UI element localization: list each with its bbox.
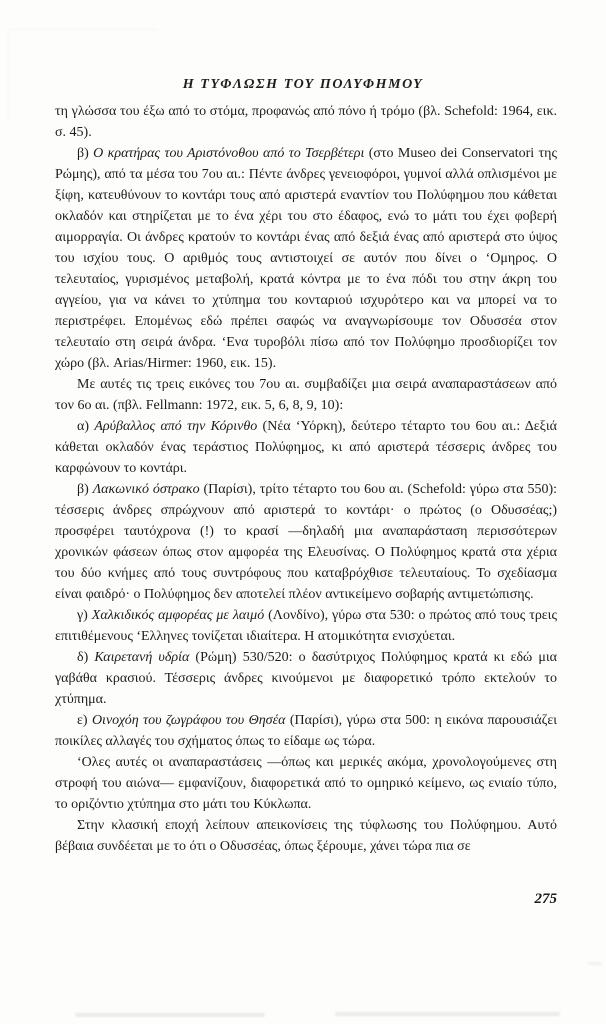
- paragraph: [55, 143, 557, 374]
- body-text: (Λονδίνο), γύρω στα 530: ο πρώτος από τους τρεις επιτιθέμενους ‘Ελληνες τονίζεται ιδιαίτερα. Η ατομικότητα ενισχύεται.: [55, 608, 557, 644]
- italic-text: Οινοχόη του ζωγράφου του Θησέα: [91, 713, 286, 728]
- body-text: α): [77, 419, 95, 434]
- running-header: Η ΤΥΦΛΩΣΗ ΤΟΥ ΠΟΛΥΦΗΜΟΥ: [182, 77, 424, 92]
- text-block: [55, 101, 557, 857]
- body-text: β): [77, 146, 94, 161]
- body-text: Με αυτές τις τρεις εικόνες του 7ου αι. συμβαδίζει μια σειρά αναπαραστάσεων από τον 6ο αι. (πβλ. Fellmann: 1972, εικ. 5, 6, 8, 9, 10):: [55, 377, 557, 413]
- page-number: 275: [534, 891, 557, 907]
- body-text: τη γλώσσα του έξω από το στόμα, προφανώς από πόνο ή τρόμο (βλ. Schefold: 1964, εικ. σ. 45).: [55, 104, 557, 140]
- italic-text: Χαλκιδικός αμφορέας με λαιμό: [91, 608, 265, 623]
- scan-artifact: [8, 29, 9, 119]
- body-text: Στην κλασική εποχή λείπουν απεικονίσεις της τύφλωσης του Πολύφημου. Αυτό βέβαια συνδέεται με το ότι ο Οδυσσέας, όπως ξέρουμε, χάνει τώρα πια σε: [55, 818, 557, 854]
- scan-artifact: [75, 1013, 265, 1017]
- body-text: δ): [77, 650, 95, 665]
- paragraph: [55, 479, 557, 605]
- italic-text: Λακωνικό όστρακο: [92, 482, 200, 497]
- body-text: γ): [77, 608, 92, 623]
- scan-artifact: [8, 29, 158, 30]
- italic-text: Ο κρατήρας του Αριστόνοθου από το Τσερβέτερι: [93, 146, 365, 161]
- paragraph: [55, 605, 557, 647]
- italic-text: Καιρετανή υδρία: [94, 650, 190, 665]
- paragraph: [55, 710, 557, 752]
- body-text: (Παρίσι), τρίτο τέταρτο του 6ου αι. (Schefold: γύρω στα 550): τέσσερις άνδρες σπρώχνουν από αριστερά το κοντάρι· ο πρώτος (ο Οδυσσέας;) προσφέρει ταυτόχρονα (!) το κρασί —δηλαδή μια αναπαράσταση περισσότερων χρονικών φάσεων όπως στον αμφορέα της Ελευσίνας. Ο Πολύφημος κρατά στα χέρια του δύο κνήμες από τους συντρόφους που καταβρόχθισε τελευταίους. Το σχεδίασμα είναι φαιδρό· ο Πολύφημος δεν αποτελεί πλέον αντικείμενο σοβαρής αντιμετώπισης.: [55, 482, 557, 602]
- paragraph: [55, 374, 557, 416]
- body-text: ε): [77, 713, 92, 728]
- body-text: (Παρίσι), γύρω στα 500: η εικόνα παρουσιάζει ποικίλες αλλαγές του σχήματος όπως το είδαμε ως τώρα.: [55, 713, 558, 749]
- body-text: (Ρώμη) 530/520: ο δασύτριχος Πολύφημος κρατά κι εδώ μια γαβάθα κρασιού. Τέσσερις άνδρες κινούμενοι με διαφορετικό τρόπο εκτελούν το χτύπημα.: [55, 650, 557, 707]
- paragraph: [55, 752, 557, 815]
- scan-artifact: [588, 962, 602, 965]
- scan-artifact: [335, 1012, 560, 1016]
- paragraph: [55, 416, 557, 479]
- paragraph: [55, 647, 557, 710]
- body-text: (στο Museo dei Conservatori της Ρώμης), από τα μέσα του 7ου αι.: Πέντε άνδρες γενειοφόροι, γυμνοί αλλά οπλισμένοι με ξίφη, κατευθύνουν το κοντάρι τους από αριστερά εναντίον του Πολύφημου που κάθεται οκλαδόν και στηρίζεται με το ένα χέρι του στο έδαφος, ενώ το μάτι του έχει φοβερή αιμορραγία. Οι άνδρες κρατούν το κοντάρι ένας από δεξιά ένας από αριστερά στο ύψος του ισχίου τους. Ο αριθμός τους αντιστοιχεί σε αυτόν που δίνει ο ‘Ομηρος. Ο τελευταίος, γυρισμένος μεταβολή, κρατά κόντρα με το ένα πόδι του στην άκρη του αγγείου, για να κάνει το χτύπημα του κονταριού ισχυρότερο και να μπορεί να το περιστρέφει. Επομένως εδώ πρέπει σαφώς να αναγνωρίσουμε τον Οδυσσέα στον τελευταίο στη σειρά άνδρα. ‘Ενα τυροβόλι πίσω από τον Πολύφημο προσδιορίζει τον χώρο (βλ. Arias/Hirmer: 1960, εικ. 15).: [55, 146, 557, 371]
- body-text: ‘Ολες αυτές οι αναπαραστάσεις —όπως και μερικές ακόμα, χρονολογούμενες στη στροφή του αιώνα— εμφανίζουν, διαφορετικά από το ομηρικό κείμενο, ως ενιαίο τύπο, το οριζόντιο χτύπημα στο μάτι του Κύκλωπα.: [55, 755, 557, 812]
- italic-text: Αρύβαλλος από την Κόρινθο: [94, 419, 258, 434]
- paragraph: [55, 101, 557, 143]
- body-text: β): [77, 482, 93, 497]
- body-text: (Νέα ‘Υόρκη), δεύτερο τέταρτο του 6ου αι.: Δεξιά κάθεται οκλαδόν ένας τεράστιος Πολύφημος, κι από αριστερά τέσσερις άνδρες του καρφώνουν το κοντάρι.: [55, 419, 557, 476]
- paragraph: [55, 815, 557, 857]
